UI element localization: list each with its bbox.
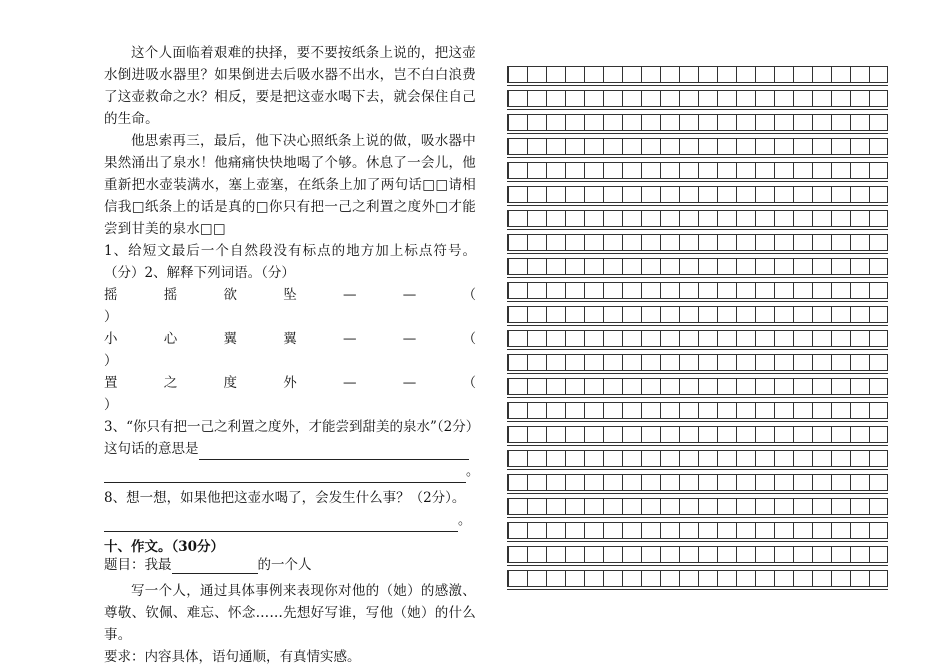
dash: — — [402, 331, 417, 347]
grid-row[interactable] — [507, 210, 888, 227]
grid-row[interactable] — [507, 354, 888, 371]
close-paren: ） — [104, 397, 118, 413]
open-paren: （ — [462, 331, 476, 347]
grid-row[interactable] — [507, 450, 888, 467]
answer-blank[interactable] — [199, 443, 469, 460]
dash: — — [402, 375, 417, 391]
dash: — — [343, 287, 357, 303]
word-row-2 — [104, 328, 476, 372]
story-paragraph-1: 这个人面临着艰难的抉择，要不要按纸条上说的，把这壶水倒进吸水器里？如果倒进去后吸水器不出水，岂不白白浪费了这壶救命之水？相反，要是把这壶水喝下去，就会保住自己的生命。 — [104, 45, 476, 127]
grid-row[interactable] — [507, 546, 888, 563]
title-prefix: 题目：我最 — [104, 557, 172, 573]
composition-instruction: 写一个人，通过具体事例来表现你对他的（她）的感激、尊敬、钦佩、难忘、怀念……先想好写谁，写他（她）的什么事。 — [104, 583, 476, 643]
grid-row[interactable] — [507, 498, 888, 515]
composition-heading: 十、作文。（30分） — [104, 539, 225, 555]
grid-row[interactable] — [507, 330, 888, 347]
period: 。 — [458, 513, 472, 528]
question-3: 3、“你只有把一己之利置之度外，才能尝到甜美的泉水”（2分） — [104, 419, 480, 435]
question-8-answer-line — [104, 509, 476, 532]
close-paren: ） — [104, 309, 118, 325]
grid-row[interactable] — [507, 162, 888, 179]
word-row-1 — [104, 284, 476, 328]
grid-row[interactable] — [507, 138, 888, 155]
word-char: 欲 — [223, 287, 237, 303]
period: 。 — [466, 464, 480, 479]
grid-row[interactable] — [507, 90, 888, 107]
answer-blank[interactable] — [104, 466, 466, 483]
word-char: 摇 — [163, 287, 178, 303]
open-paren: （ — [462, 287, 476, 303]
composition-requirement: 要求：内容具体，语句通顺，有真情实感。 — [104, 649, 361, 665]
word-char: 心 — [163, 331, 178, 347]
word-row-3 — [104, 372, 476, 416]
dash: — — [343, 375, 357, 391]
reading-section — [104, 42, 480, 668]
grid-row[interactable] — [507, 378, 888, 395]
word-char: 小 — [104, 331, 118, 347]
composition-title — [104, 556, 476, 574]
writing-grid[interactable] — [507, 66, 888, 594]
question-3-answer-line — [104, 438, 476, 460]
grid-row[interactable] — [507, 426, 888, 443]
dash: — — [402, 287, 417, 303]
grid-row[interactable] — [507, 258, 888, 275]
word-char: 度 — [223, 375, 237, 391]
title-suffix: 的一个人 — [257, 557, 312, 573]
grid-row[interactable] — [507, 234, 888, 251]
grid-row[interactable] — [507, 186, 888, 203]
grid-row[interactable] — [507, 570, 888, 587]
grid-row[interactable] — [507, 522, 888, 539]
word-char: 翼 — [223, 331, 237, 347]
word-char: 坠 — [283, 287, 297, 303]
question-1: 1、给短文最后一个自然段没有标点的地方加上标点符号。（分）2、解释下列词语。（分） — [104, 243, 476, 281]
grid-row[interactable] — [507, 66, 888, 83]
dash: — — [343, 331, 357, 347]
answer-blank[interactable] — [104, 515, 458, 532]
grid-row[interactable] — [507, 402, 888, 419]
grid-row[interactable] — [507, 114, 888, 131]
word-char: 摇 — [104, 287, 118, 303]
question-3-prompt: 这句话的意思是 — [104, 441, 199, 457]
title-blank[interactable] — [172, 557, 258, 574]
question-8: 8、想一想，如果他把这壶水喝了，会发生什么事？（2分）。 — [104, 490, 466, 506]
open-paren: （ — [462, 375, 476, 391]
grid-row[interactable] — [507, 474, 888, 491]
story-paragraph-2: 他思索再三，最后，他下决心照纸条上说的做，吸水器中果然涌出了泉水！他痛痛快快地喝了个够。休息了一会儿，他重新把水壶装满水，塞上壶塞，在纸条上加了两句话□□请相信我□纸条上的话是真的□你只有把一己之利置之度外□才能尝到甘美的泉水□□ — [104, 133, 476, 237]
close-paren: ） — [104, 353, 118, 369]
question-3-answer-line-2 — [104, 460, 480, 483]
grid-row[interactable] — [507, 282, 888, 299]
grid-row[interactable] — [507, 306, 888, 323]
word-char: 外 — [283, 375, 297, 391]
word-char: 之 — [163, 375, 178, 391]
word-char: 翼 — [283, 331, 297, 347]
word-char: 置 — [104, 375, 118, 391]
